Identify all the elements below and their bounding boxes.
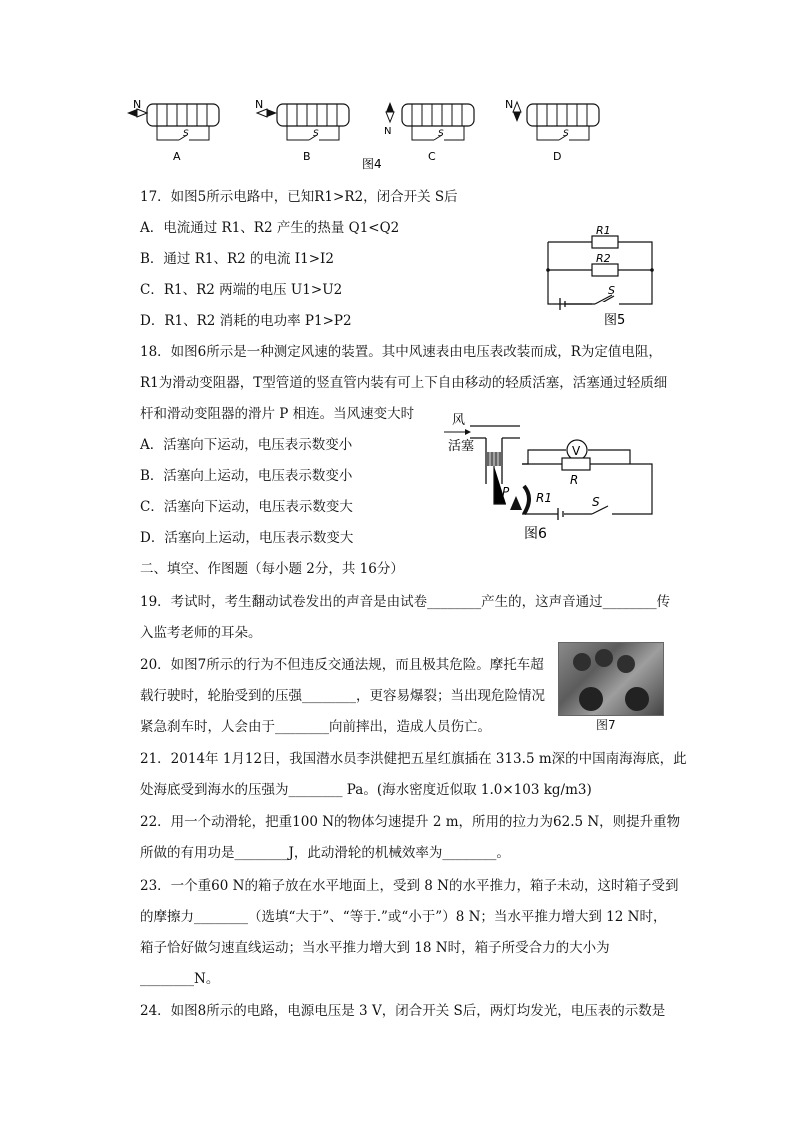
q17-option-c: C．R1、R2 两端的电压 U1>U2 <box>140 282 343 298</box>
figure-7-caption: 图7 <box>596 718 616 732</box>
figure-6-caption: 图6 <box>524 526 547 542</box>
q20-line-1: 20．如图7所示的行为不但违反交通法规，而且极其危险。摩托车超 <box>140 657 544 673</box>
switch-label: S <box>183 129 189 139</box>
pole-label: N <box>255 98 264 111</box>
solenoid-b <box>255 98 349 163</box>
switch-label: S <box>313 129 319 139</box>
q23-line-2: 的摩擦力________（选填“大于”、“等于.”或“小于”）8 N；当水平推力增大到 12 N时， <box>140 909 667 925</box>
resistor-r <box>562 458 590 470</box>
pole-label: N <box>133 98 142 111</box>
pole-label: N <box>384 126 392 137</box>
q18-option-a: A．活塞向下运动，电压表示数变小 <box>140 437 353 453</box>
q19-line-1: 19．考试时，考生翻动试卷发出的声音是由试卷________产生的，这声音通过________传 <box>140 594 671 610</box>
q18-line-3: 杆和滑动变阻器的滑片 P 相连。当风速变大时 <box>140 406 415 422</box>
q18-option-b: B．活塞向上运动，电压表示数变小 <box>140 468 353 484</box>
solenoid-d <box>505 98 599 163</box>
pole-label: N <box>505 98 514 111</box>
q23-line-1: 23．一个重60 N的箱子放在水平地面上，受到 8 N的水平推力，箱子未动，这时箱子受到 <box>140 878 679 894</box>
q21-line-1: 21．2014年 1月12日，我国潜水员李洪健把五星红旗插在 313.5 m深的中国南海海底，此 <box>140 751 687 767</box>
option-label-b: B <box>303 150 311 163</box>
r1-label: R1 <box>536 491 552 505</box>
q22-line-2: 所做的有用功是________J，此动滑轮的机械效率为________。 <box>140 845 510 861</box>
voltmeter-label: V <box>572 444 581 458</box>
q20-line-3: 紧急刹车时，人会由于________向前摔出，造成人员伤亡。 <box>140 719 491 735</box>
piston-label: 活塞 <box>448 439 475 454</box>
q18-line-2: R1为滑动变阻器，T型管道的竖直管内装有可上下自由移动的轻质活塞，活塞通过轻质细 <box>140 375 668 391</box>
solenoid-c <box>384 102 474 163</box>
option-label-a: A <box>173 150 181 163</box>
r2-label: R2 <box>596 252 611 265</box>
switch-label: S <box>608 284 615 297</box>
q23-line-4: ________N。 <box>140 971 220 987</box>
resistor-r1 <box>592 236 618 248</box>
option-label-d: D <box>553 150 562 163</box>
rheostat-r1 <box>524 486 529 514</box>
battery-icon <box>558 508 563 520</box>
switch-label: S <box>563 129 569 139</box>
figure-5-caption: 图5 <box>604 313 626 328</box>
q17-option-d: D．R1、R2 消耗的电功率 P1>P2 <box>140 313 352 329</box>
q20-line-2: 载行驶时，轮胎受到的压强________，更容易爆裂；当出现危险情况 <box>140 688 545 704</box>
section-2-heading: 二、填空、作图题（每小题 2分，共 16分） <box>140 561 404 577</box>
resistor-r2 <box>592 264 618 276</box>
q17-option-a: A．电流通过 R1、R2 产生的热量 Q1<Q2 <box>140 220 400 236</box>
q18-option-d: D．活塞向上运动，电压表示数变大 <box>140 530 354 546</box>
figure-6 <box>440 410 670 542</box>
q22-line-1: 22．用一个动滑轮，把重100 N的物体匀速提升 2 m，所用的拉力为62.5 N，则提升重物 <box>140 814 681 830</box>
slider-p-label: P <box>502 485 510 499</box>
q18-option-c: C．活塞向下运动，电压表示数变大 <box>140 499 353 515</box>
figure-5 <box>540 222 660 328</box>
figure-4-caption: 图4 <box>362 157 382 171</box>
wind-label: 风 <box>452 413 466 428</box>
option-label-c: C <box>428 150 436 163</box>
q23-line-3: 箱子恰好做匀速直线运动；当水平推力增大到 18 N时，箱子所受合力的大小为 <box>140 940 610 956</box>
switch-label: S <box>592 495 600 509</box>
q21-line-2: 处海底受到海水的压强为________ Pa。(海水密度近似取 1.0×103 kg/m3) <box>140 782 592 798</box>
overloaded-motorcycle-photo <box>558 642 664 716</box>
q19-line-2: 入监考老师的耳朵。 <box>140 625 262 641</box>
q24-line-1: 24．如图8所示的电路，电源电压是 3 V，闭合开关 S后，两灯均发光，电压表的示数是 <box>140 1003 666 1019</box>
compass-needle-icon <box>513 102 521 112</box>
figure-4 <box>125 98 670 176</box>
q17-stem: 17．如图5所示电路中，已知R1>R2，闭合开关 S后 <box>140 189 458 205</box>
r1-label: R1 <box>596 224 611 237</box>
r-label: R <box>570 473 579 487</box>
compass-needle-icon <box>386 102 394 112</box>
q18-line-1: 18．如图6所示是一种测定风速的装置。其中风速表由电压表改装而成，R为定值电阻， <box>140 344 662 360</box>
solenoid-a <box>127 98 219 163</box>
q17-option-b: B．通过 R1、R2 的电流 I1>I2 <box>140 251 334 267</box>
switch-label: S <box>438 129 444 139</box>
